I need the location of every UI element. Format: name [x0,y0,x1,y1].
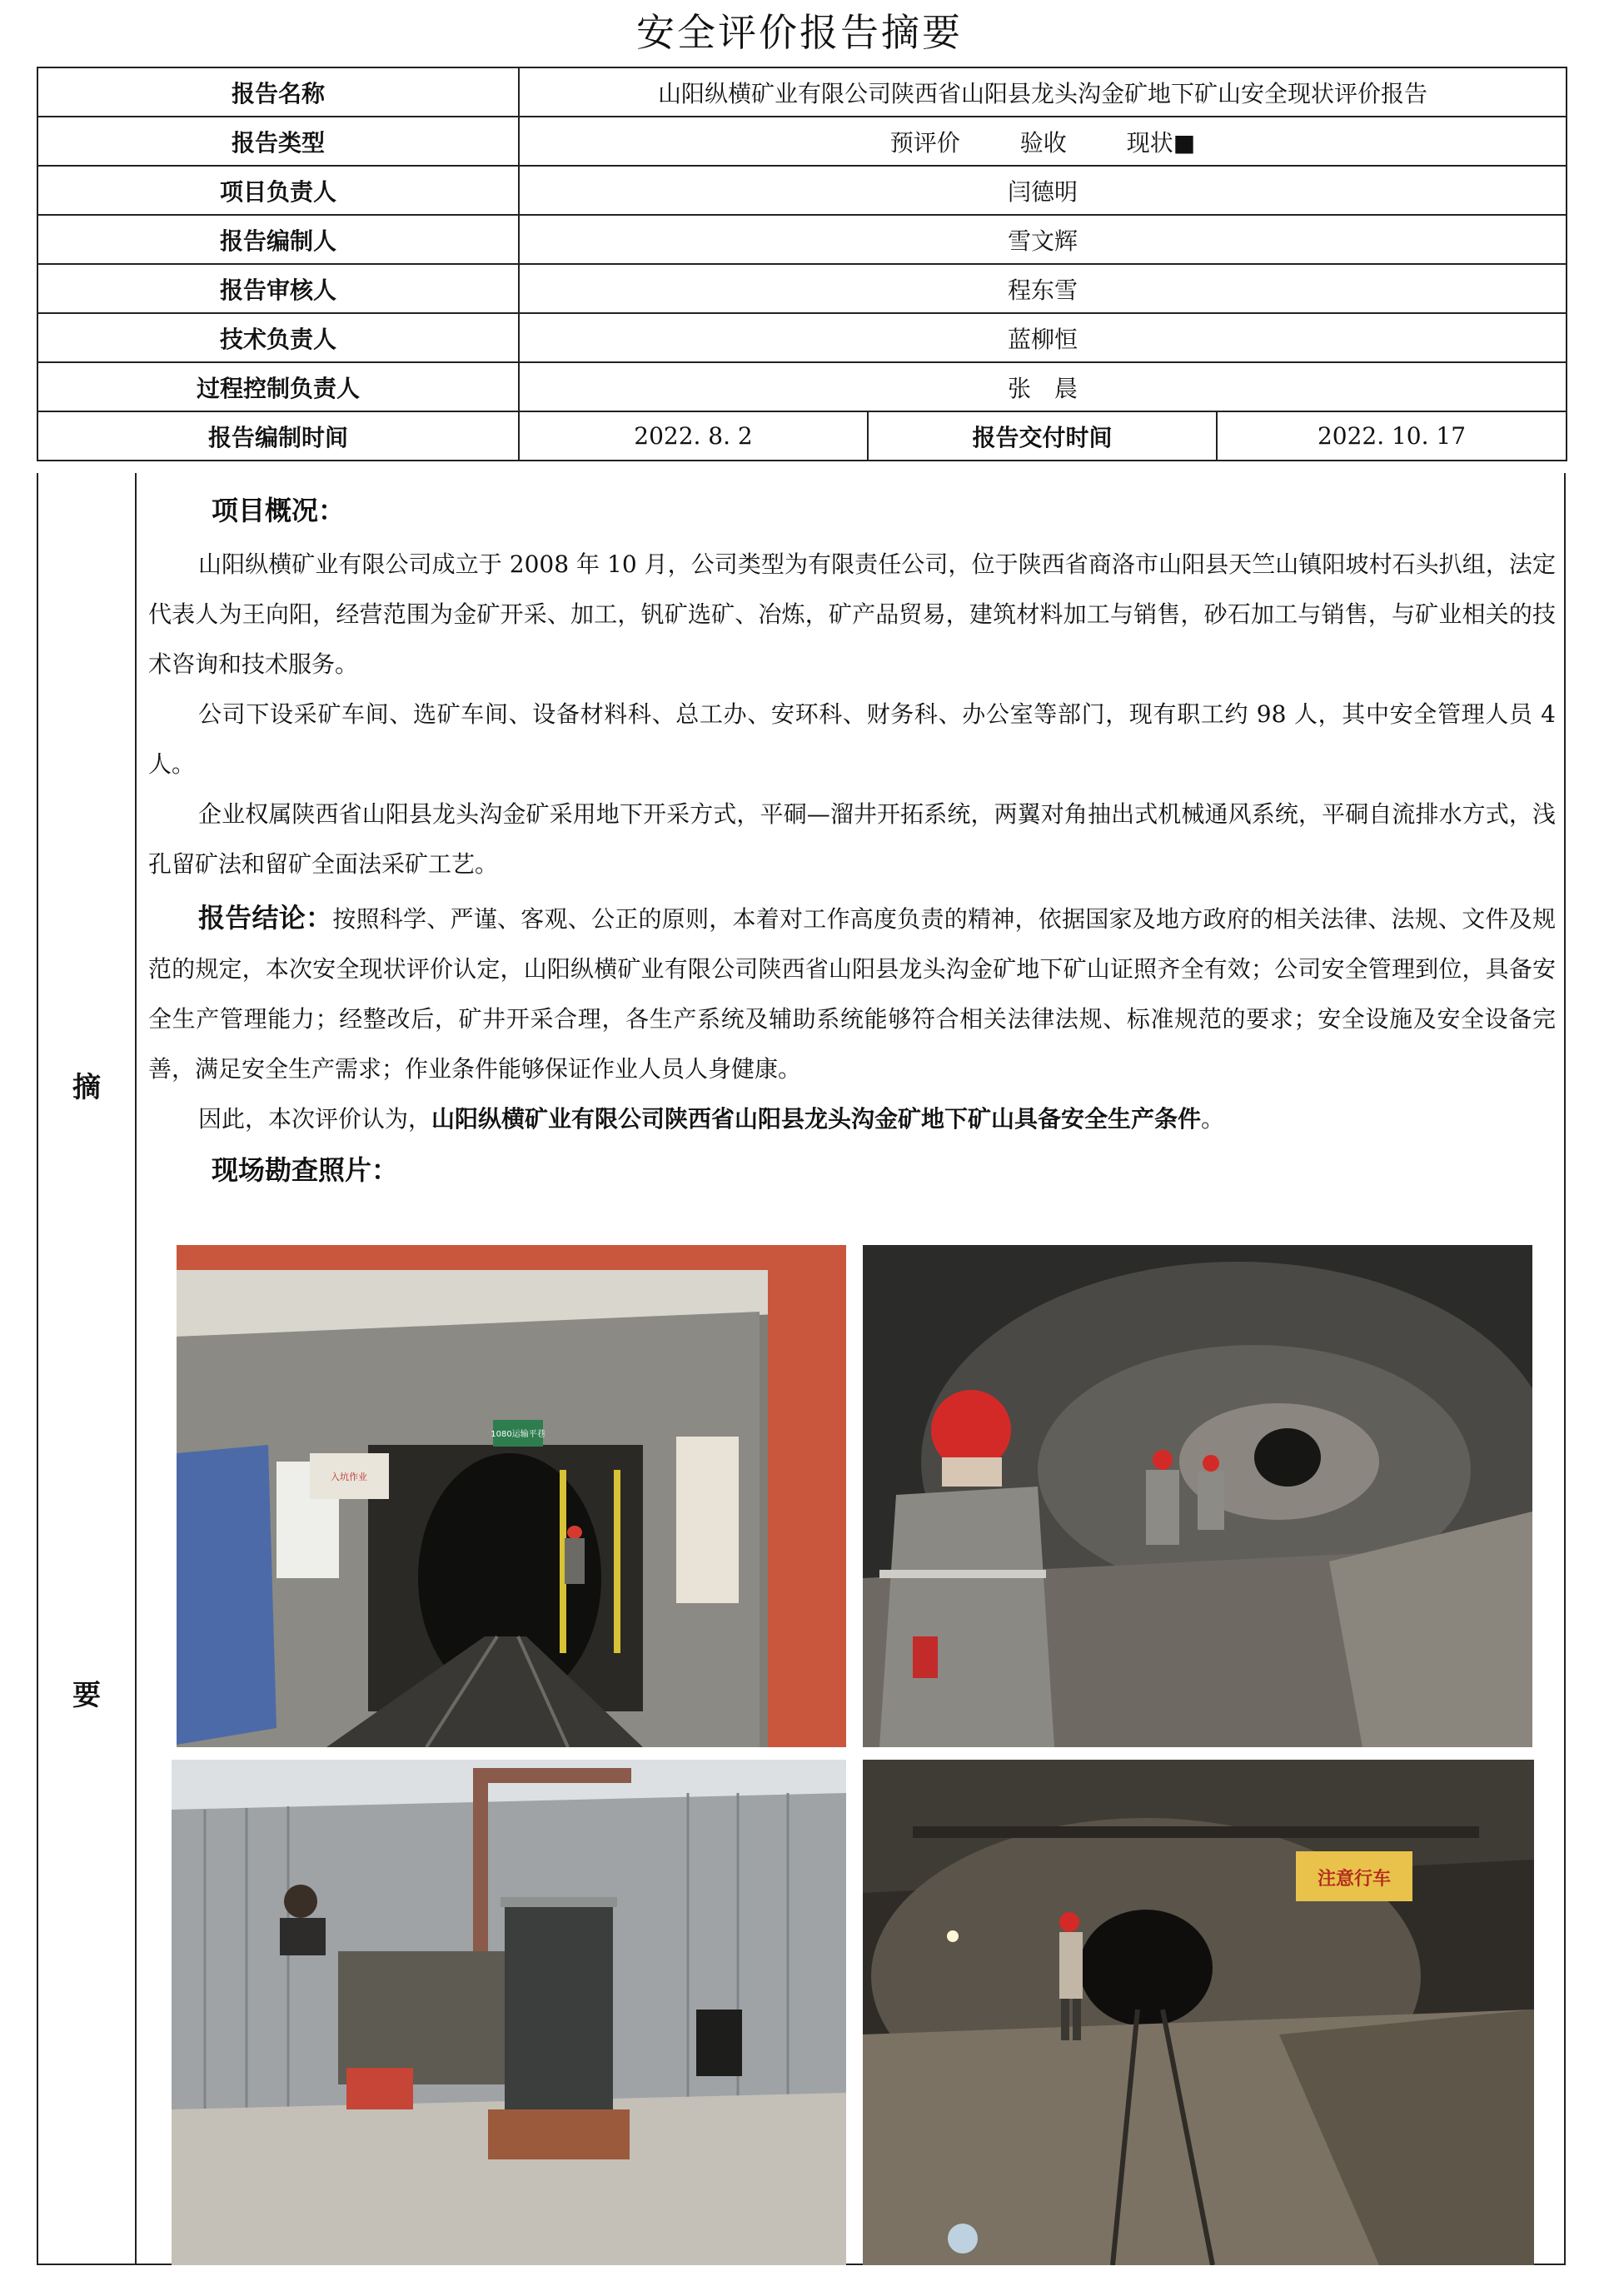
photos-heading: 现场勘查照片： [212,1154,399,1186]
tech-lead-value: 蓝柳恒 [519,313,1567,362]
report-info-table [37,67,1567,461]
tunnel-entrance-photo [177,1245,846,1747]
conclusion-text: 按照科学、严谨、客观、公正的原则，本着对工作高度负责的精神，依据国家及地方政府的相关法律、法规、文件及规范的规定，本次安全现状评价认定，山阳纵横矿业有限公司陕西省山阳县龙头沟金矿地下矿山证照齐全有效；公司安全管理到位，具备安全生产管理能力；经整改后，矿井开采合理，各生产系统及辅助系统能够符合相关法律法规、标准规范的要求；安全设施及安全设备完善，满足安全生产需求；作业条件能够保证作业人员人身健康。 [148,905,1556,1083]
compile-time-value: 2022. 8. 2 [519,411,868,461]
row-times [37,411,1567,461]
rail-traffic-sign-text: 注意行车 [1317,1869,1392,1890]
overview-paragraph-2: 公司下设采矿车间、选矿车间、设备材料科、总工办、安环科、财务科、办公室等部门，现有职工约 98 人，其中安全管理人员 4 人。 [148,700,1556,778]
process-lead-label: 过程控制负责人 [37,362,519,411]
report-type-options [519,117,1567,166]
delivery-time-value: 2022. 10. 17 [1217,411,1567,461]
reviewer-label: 报告审核人 [37,264,519,313]
summary-side-label [38,473,137,2264]
page-title: 安全评价报告摘要 [636,10,963,55]
site-photos [172,1245,1534,2265]
overview-paragraph-3: 企业权属陕西省山阳县龙头沟金矿采用地下开采方式，平硐—溜井开拓系统，两翼对角抽出式机械通风系统，平硐自流排水方式，浅孔留矿法和留矿全面法采矿工艺。 [148,800,1556,878]
conclusion-heading: 报告结论： [198,902,333,934]
compiler-value: 雪文辉 [519,215,1567,264]
report-type-pre-assessment: 预评价 [889,128,960,157]
report-type-acceptance: 验收 [1019,128,1067,157]
project-lead-label: 项目负责人 [37,166,519,215]
report-type-label: 报告类型 [37,117,519,166]
therefore-prefix: 因此，本次评价认为， [198,1105,432,1133]
tech-lead-label: 技术负责人 [37,313,519,362]
generator-room-photo [172,1760,846,2265]
compile-time-label: 报告编制时间 [37,411,519,461]
side-char-yao: 要 [72,1679,101,1712]
reviewer-value: 程东雪 [519,264,1567,313]
report-name-label: 报告名称 [37,67,519,117]
overview-heading: 项目概况： [212,495,346,526]
conclusion-paragraph [148,893,1556,1094]
row-process-lead [37,362,1567,411]
row-project-lead [37,166,1567,215]
row-reviewer [37,264,1567,313]
project-lead-value: 闫德明 [519,166,1567,215]
delivery-time-label: 报告交付时间 [868,411,1217,461]
therefore-paragraph [148,1094,1556,1144]
overview-paragraph-1: 山阳纵横矿业有限公司成立于 2008 年 10 月，公司类型为有限责任公司，位于陕西省商洛市山阳县天竺山镇阳坡村石头扒组，法定代表人为王向阳，经营范围为金矿开采、加工，钒矿选矿、冶炼，矿产品贸易，建筑材料加工与销售，砂石加工与销售，与矿业相关的技术咨询和技术服务。 [148,550,1556,678]
compiler-label: 报告编制人 [37,215,519,264]
report-type-current-status: 现状■ [1126,128,1196,157]
row-tech-lead [37,313,1567,362]
rock-tunnel-inspection-photo [863,1245,1532,1747]
therefore-suffix: 。 [1201,1105,1225,1133]
summary-content [148,488,1556,1193]
tunnel-level-sign-text: 1080运输平巷 [491,1430,545,1439]
row-report-name [37,67,1567,117]
row-report-type [37,117,1567,166]
side-char-zhai: 摘 [72,1071,101,1104]
rail-tunnel-photo [863,1760,1534,2265]
row-compiler [37,215,1567,264]
therefore-conclusion: 山阳纵横矿业有限公司陕西省山阳县龙头沟金矿地下矿山具备安全生产条件 [431,1105,1202,1133]
work-notice-sign-text: 入坑作业 [331,1472,367,1482]
process-lead-value: 张 晨 [519,362,1567,411]
report-name-value: 山阳纵横矿业有限公司陕西省山阳县龙头沟金矿地下矿山安全现状评价报告 [519,67,1567,117]
